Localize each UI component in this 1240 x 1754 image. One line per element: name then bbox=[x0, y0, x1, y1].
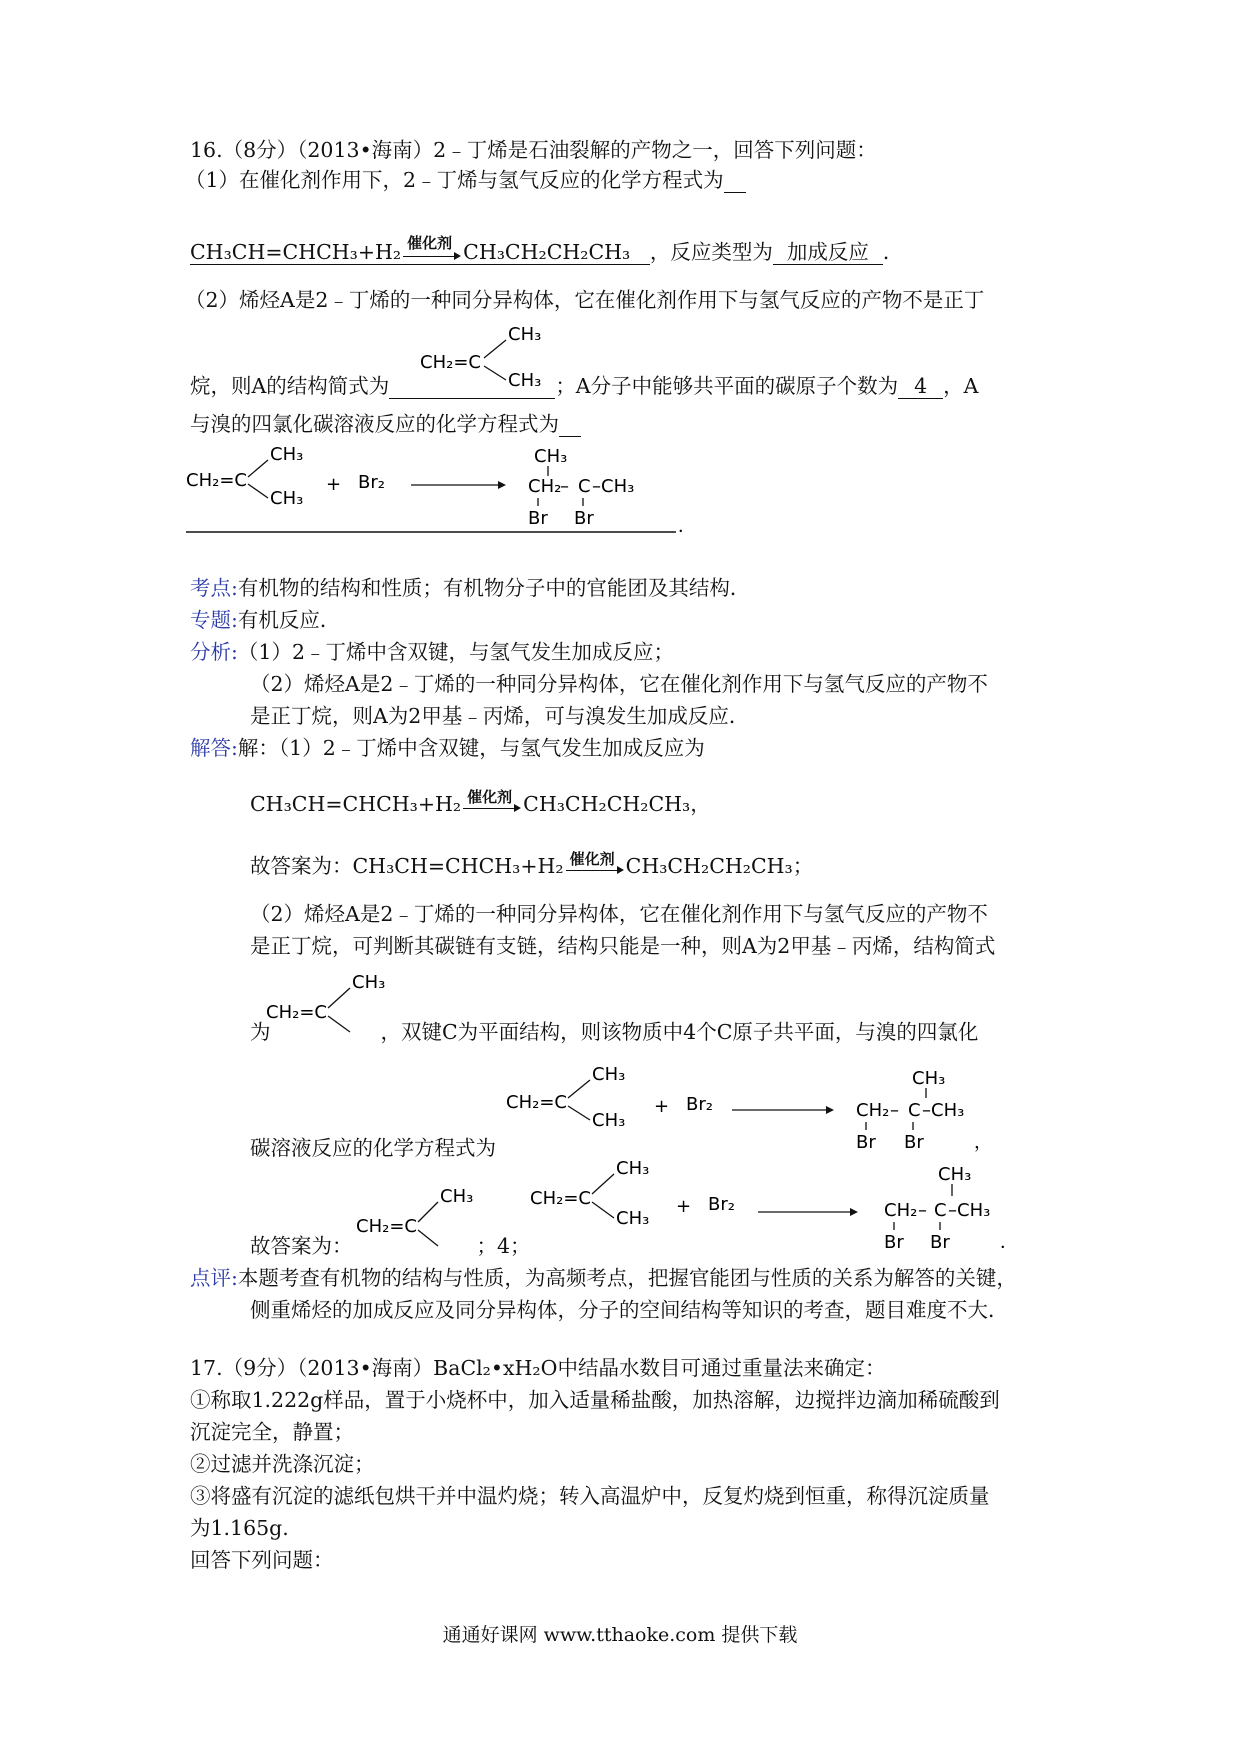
fenxi-line bbox=[190, 638, 674, 666]
br-text: Br bbox=[884, 1232, 904, 1253]
br-text: Br bbox=[574, 508, 594, 529]
ch3-text: CH₃ bbox=[616, 1208, 650, 1229]
fenxi-label: 分析: bbox=[190, 640, 238, 664]
eq-right: CH₃CH₂CH₂CH₃； bbox=[625, 854, 814, 878]
q17-step3b: 为1.165g. bbox=[190, 1516, 289, 1540]
q17-step2: ②过滤并洗涤沉淀； bbox=[190, 1452, 375, 1476]
eq-left: CH₃CH=CHCH₃+H₂ bbox=[250, 792, 462, 816]
ch3-text: CH₃ bbox=[912, 1068, 946, 1089]
q16-part1 bbox=[185, 166, 746, 194]
reaction-type-answer: 加成反应 bbox=[773, 240, 883, 265]
dianping-text-1: 本题考查有机物的结构与性质，为高频考点，把握官能团与性质的关系为解答的关键， bbox=[237, 1266, 1017, 1290]
q17-title: 17.（9分）（2013•海南）BaCl₂•xH₂O中结晶水数目可通过重量法来确定： bbox=[190, 1356, 886, 1380]
br2-text: Br₂ bbox=[686, 1094, 713, 1115]
q16-part2: （2）烯烃A是2﹣丁烯的一种同分异构体，它在催化剂作用下与氢气反应的产物不是正丁 bbox=[185, 288, 985, 312]
br-text: Br bbox=[904, 1132, 924, 1153]
period: ． bbox=[678, 516, 696, 537]
ch2-text: CH₂ bbox=[528, 476, 562, 497]
blank-underline bbox=[724, 168, 746, 193]
eq-right: CH₃CH₂CH₂CH₃， bbox=[523, 792, 711, 816]
ch3-dash-text: –CH₃ bbox=[592, 476, 635, 497]
answer-prefix: 故答案为： bbox=[250, 854, 353, 878]
jieda-text-1: 解：（1）2﹣丁烯中含双键，与氢气发生加成反应为 bbox=[237, 736, 705, 760]
br2-text: Br₂ bbox=[708, 1194, 735, 1215]
bromination-equation-1 bbox=[186, 440, 706, 540]
bromination-equation-3 bbox=[530, 1152, 1020, 1262]
catalyst-arrow bbox=[463, 788, 521, 813]
q17-step1b: 沉淀完全，静置； bbox=[190, 1420, 354, 1444]
dianping-label: 点评: bbox=[190, 1266, 238, 1290]
jieda-4-mid: ；4； bbox=[476, 1234, 531, 1258]
ch3-bottom-text: CH₃ bbox=[508, 370, 542, 390]
q16-part3 bbox=[190, 372, 978, 400]
ch3-text: CH₃ bbox=[616, 1158, 650, 1179]
c-text: C bbox=[578, 476, 591, 497]
catalyst-arrow bbox=[403, 234, 461, 261]
isobutene-structure bbox=[356, 1180, 486, 1260]
plus-sign: + bbox=[326, 474, 342, 495]
jieda-2c-prefix: 为 bbox=[250, 1020, 271, 1044]
q16-part3-suffix: ，A bbox=[943, 374, 979, 398]
ch3-top-text: CH₃ bbox=[508, 324, 542, 345]
jieda-2c-suffix: ，双键C为平面结构，则该物质中4个C原子共平面，与溴的四氯化 bbox=[380, 1020, 979, 1044]
q16-part4-text: 与溴的四氯化碳溶液反应的化学方程式为 bbox=[190, 412, 559, 436]
hydrogenation-equation bbox=[190, 234, 650, 265]
ch2-text: CH₂ bbox=[856, 1100, 890, 1121]
ch2c-text: CH₂=C bbox=[186, 470, 247, 491]
br-text: Br bbox=[528, 508, 548, 529]
jieda-text-2a: （2）烯烃A是2﹣丁烯的一种同分异构体，它在催化剂作用下与氢气反应的产物不 bbox=[250, 902, 988, 926]
ch3-text: CH₃ bbox=[592, 1110, 626, 1131]
catalyst-label: 催化剂 bbox=[407, 234, 453, 252]
catalyst-arrow bbox=[566, 850, 624, 875]
ch3-text: CH₃ bbox=[592, 1064, 626, 1085]
eq-right: CH₃CH₂CH₂CH₃ bbox=[463, 240, 631, 264]
zhuanti-label: 专题: bbox=[190, 608, 238, 632]
jieda-text-2b: 是正丁烷，可判断其碳链有支链，结构只能是一种，则A为2甲基﹣丙烯，结构简式 bbox=[250, 934, 996, 958]
catalyst-label: 催化剂 bbox=[467, 788, 513, 806]
dianping-text-2: 侧重烯烃的加成反应及同分异构体，分子的空间结构等知识的考查，题目难度不大． bbox=[250, 1298, 1009, 1322]
coplanar-count-answer: 4 bbox=[898, 374, 943, 399]
ch3-text: CH₃ bbox=[440, 1186, 474, 1207]
ch2-text: CH₂ bbox=[884, 1200, 918, 1221]
zhuanti-line bbox=[190, 606, 340, 634]
ch2c-text: CH₂=C bbox=[266, 1002, 327, 1023]
ch3-text: CH₃ bbox=[270, 444, 304, 465]
q16-equation-line bbox=[190, 234, 904, 266]
c-text: C bbox=[934, 1200, 947, 1221]
jieda-equation bbox=[250, 790, 711, 818]
ch2c-text: CH₂=C bbox=[506, 1092, 567, 1113]
bromination-equation-2 bbox=[506, 1056, 996, 1160]
zhuanti-text: 有机反应． bbox=[237, 608, 341, 632]
q17-prompt: 回答下列问题： bbox=[190, 1548, 334, 1572]
jieda-line bbox=[190, 734, 705, 762]
q16-part3-mid: ；A分子中能够共平面的碳原子个数为 bbox=[555, 374, 899, 398]
dash-text: – bbox=[890, 1100, 899, 1121]
eq-left: CH₃CH=CHCH₃+H₂ bbox=[190, 240, 402, 264]
ch3-text: CH₃ bbox=[938, 1164, 972, 1185]
period: ． bbox=[882, 240, 904, 264]
ch2c-text: CH₂=C bbox=[356, 1216, 417, 1237]
answer-equation bbox=[250, 852, 813, 880]
q16-title: 16.（8分）（2013•海南）2﹣丁烯是石油裂解的产物之一，回答下列问题： bbox=[190, 138, 877, 162]
c-text: C bbox=[908, 1100, 921, 1121]
page-footer: 通通好课网 www.tthaoke.com 提供下载 bbox=[442, 1624, 798, 1646]
q17-step3a: ③将盛有沉淀的滤纸包烘干并中温灼烧；转入高温炉中，反复灼烧到恒重，称得沉淀质量 bbox=[190, 1484, 990, 1508]
ch3-dash-text: –CH₃ bbox=[948, 1200, 991, 1221]
q16-part1-text: （1）在催化剂作用下，2﹣丁烯与氢气反应的化学方程式为 bbox=[185, 168, 724, 192]
ch3-text: CH₃ bbox=[270, 488, 304, 509]
ch3-text: CH₃ bbox=[534, 446, 568, 467]
br2-text: Br₂ bbox=[358, 472, 385, 493]
br-text: Br bbox=[930, 1232, 950, 1253]
catalyst-label: 催化剂 bbox=[569, 850, 615, 868]
jieda-4-prefix: 故答案为： bbox=[250, 1234, 353, 1258]
kaodian-label: 考点: bbox=[190, 576, 238, 600]
blank-underline bbox=[559, 412, 581, 437]
jieda-text-3: 碳溶液反应的化学方程式为 bbox=[250, 1136, 496, 1160]
eq-left: CH₃CH=CHCH₃+H₂ bbox=[352, 854, 564, 878]
isobutene-structure bbox=[266, 968, 406, 1046]
isobutene-structure-answer bbox=[420, 318, 570, 390]
comma: ， bbox=[974, 1132, 992, 1153]
kaodian-text: 有机物的结构和性质；有机物分子中的官能团及其结构． bbox=[237, 576, 751, 600]
dianping-line bbox=[190, 1264, 1017, 1292]
kaodian-line bbox=[190, 574, 750, 602]
plus-sign: + bbox=[676, 1196, 692, 1217]
q17-step1a: ①称取1.222g样品，置于小烧杯中，加入适量稀盐酸，加热溶解，边搅拌边滴加稀硫酸到 bbox=[190, 1388, 1000, 1412]
dash-text: – bbox=[560, 476, 569, 497]
period: ． bbox=[1000, 1232, 1018, 1253]
q16-part4 bbox=[190, 410, 581, 438]
ch2c-text: CH₂=C bbox=[530, 1188, 591, 1209]
ch3-text: CH₃ bbox=[352, 972, 386, 993]
fenxi-text-2a: （2）烯烃A是2﹣丁烯的一种同分异构体，它在催化剂作用下与氢气反应的产物不 bbox=[250, 672, 988, 696]
fenxi-text-2b: 是正丁烷，则A为2甲基﹣丙烯，可与溴发生加成反应． bbox=[250, 704, 750, 728]
ch2c-text: CH₂=C bbox=[420, 352, 481, 373]
jieda-label: 解答: bbox=[190, 736, 238, 760]
dash-text: – bbox=[918, 1200, 927, 1221]
q16-part3-prefix: 烷，则A的结构简式为 bbox=[190, 374, 390, 398]
plus-sign: + bbox=[654, 1096, 670, 1117]
reaction-type-prefix: ，反应类型为 bbox=[649, 240, 773, 264]
br-text: Br bbox=[856, 1132, 876, 1153]
fenxi-text-1: （1）2﹣丁烯中含双键，与氢气发生加成反应； bbox=[237, 640, 675, 664]
ch3-dash-text: –CH₃ bbox=[922, 1100, 965, 1121]
